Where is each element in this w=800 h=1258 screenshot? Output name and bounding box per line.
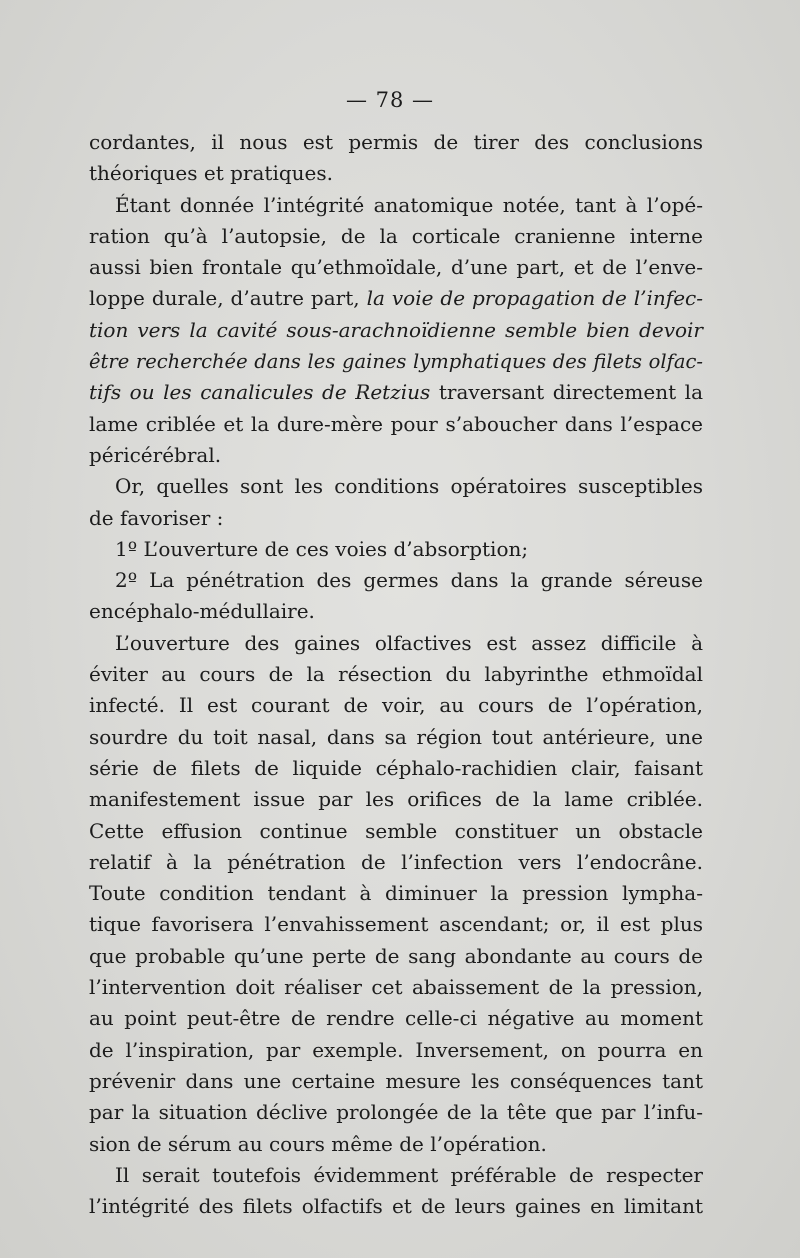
text-segment: sourdre du toit nasal, dans sa région tout antérieure, une [89,724,703,749]
text-segment: l’intervention doit réaliser cet abaissement de la pression, [89,975,703,1000]
text-segment: lame criblée et la dure-mère pour s’aboucher dans l’espace [89,411,703,436]
text-line [89,190,703,221]
text-line [89,252,703,283]
text-line [89,753,703,784]
text-line [89,377,703,408]
text-line [89,1129,703,1160]
italic-text-segment: tion vers la cavité sous-arachnoïdienne semble bien devoir [89,317,703,342]
text-segment: éviter au cours de la résection du labyrinthe ethmoïdal [89,662,703,687]
text-segment: de favoriser : [89,505,224,530]
text-segment: aussi bien frontale qu’ethmoïdale, d’une part, et de l’enve- [89,255,703,280]
text-line [89,565,703,596]
text-line [89,847,703,878]
text-line [89,972,703,1003]
text-segment: théoriques et pratiques. [89,161,333,186]
text-segment: au point peut-être de rendre celle-ci négative au moment [89,1006,703,1031]
text-segment: prévenir dans une certaine mesure les conséquences tant [89,1068,703,1093]
text-segment: manifestement issue par les orifices de la lame criblée. [89,787,703,812]
text-line [89,816,703,847]
text-segment: par la situation déclive prolongée de la tête que par l’infu- [89,1100,703,1125]
text-segment: sion de sérum au cours même de l’opération. [89,1131,547,1156]
italic-text-segment: tifs ou les canalicules de Retzius [89,380,431,405]
text-segment: loppe durale, d’autre part, [89,286,367,311]
text-line [89,158,703,189]
text-line [89,909,703,940]
text-line [89,127,703,158]
text-segment: traversant directement la [430,380,703,405]
text-line [89,1003,703,1034]
text-segment: infecté. Il est courant de voir, au cours de l’opération, [89,693,703,718]
text-line [89,440,703,471]
text-line [89,1066,703,1097]
text-line [89,283,703,314]
text-segment: péricérébral. [89,442,222,467]
text-line [89,941,703,972]
page-number: — 78 — [345,88,435,112]
italic-text-segment: la voie de propagation de l’infec- [366,286,703,311]
text-segment: Il serait toutefois évidemment préférable de respecter [115,1162,703,1187]
text-segment: L’ouverture des gaines olfactives est assez difficile à [115,630,703,655]
text-segment: série de filets de liquide céphalo-rachidien clair, faisant [89,755,703,780]
italic-text-segment: être recherchée dans les gaines lymphatiques des filets olfac- [89,350,703,374]
text-segment: ration qu’à l’autopsie, de la corticale cranienne interne [89,223,703,248]
text-line [89,346,703,377]
text-segment: encéphalo-médullaire. [89,599,315,624]
text-segment: Toute condition tendant à diminuer la pression lympha- [89,881,703,906]
text-segment: que probable qu’une perte de sang abondante au cours de [89,943,703,968]
text-line [89,690,703,721]
text-segment: Or, quelles sont les conditions opératoires susceptibles [115,474,703,499]
text-line [89,1097,703,1128]
text-line [89,628,703,659]
text-segment: de l’inspiration, par exemple. Inversement, on pourra en [89,1037,703,1062]
text-segment: 2º La pénétration des germes dans la grande séreuse [115,568,703,593]
body-text [89,127,703,1222]
text-line [89,659,703,690]
text-segment: relatif à la pénétration de l’infection vers l’endocrâne. [89,849,703,874]
text-segment: cordantes, il nous est permis de tirer des conclusions [89,130,703,154]
text-line [89,471,703,502]
text-line [89,534,703,565]
text-segment: tique favorisera l’envahissement ascendant; or, il est plus [89,912,703,937]
text-line [89,1191,703,1222]
text-line [89,596,703,627]
text-segment: l’intégrité des filets olfactifs et de leurs gaines en limitant [89,1194,703,1219]
text-line [89,878,703,909]
text-line [89,503,703,534]
text-line [89,221,703,252]
text-segment: 1º L’ouverture de ces voies d’absorption; [115,536,529,561]
text-segment: Cette effusion continue semble constituer un obstacle [89,818,703,843]
text-line [89,1035,703,1066]
text-line [89,784,703,815]
text-line [89,315,703,346]
text-line [89,1160,703,1191]
text-line [89,409,703,440]
text-line [89,722,703,753]
text-segment: Étant donnée l’intégrité anatomique notée, tant à l’opé- [115,192,703,217]
